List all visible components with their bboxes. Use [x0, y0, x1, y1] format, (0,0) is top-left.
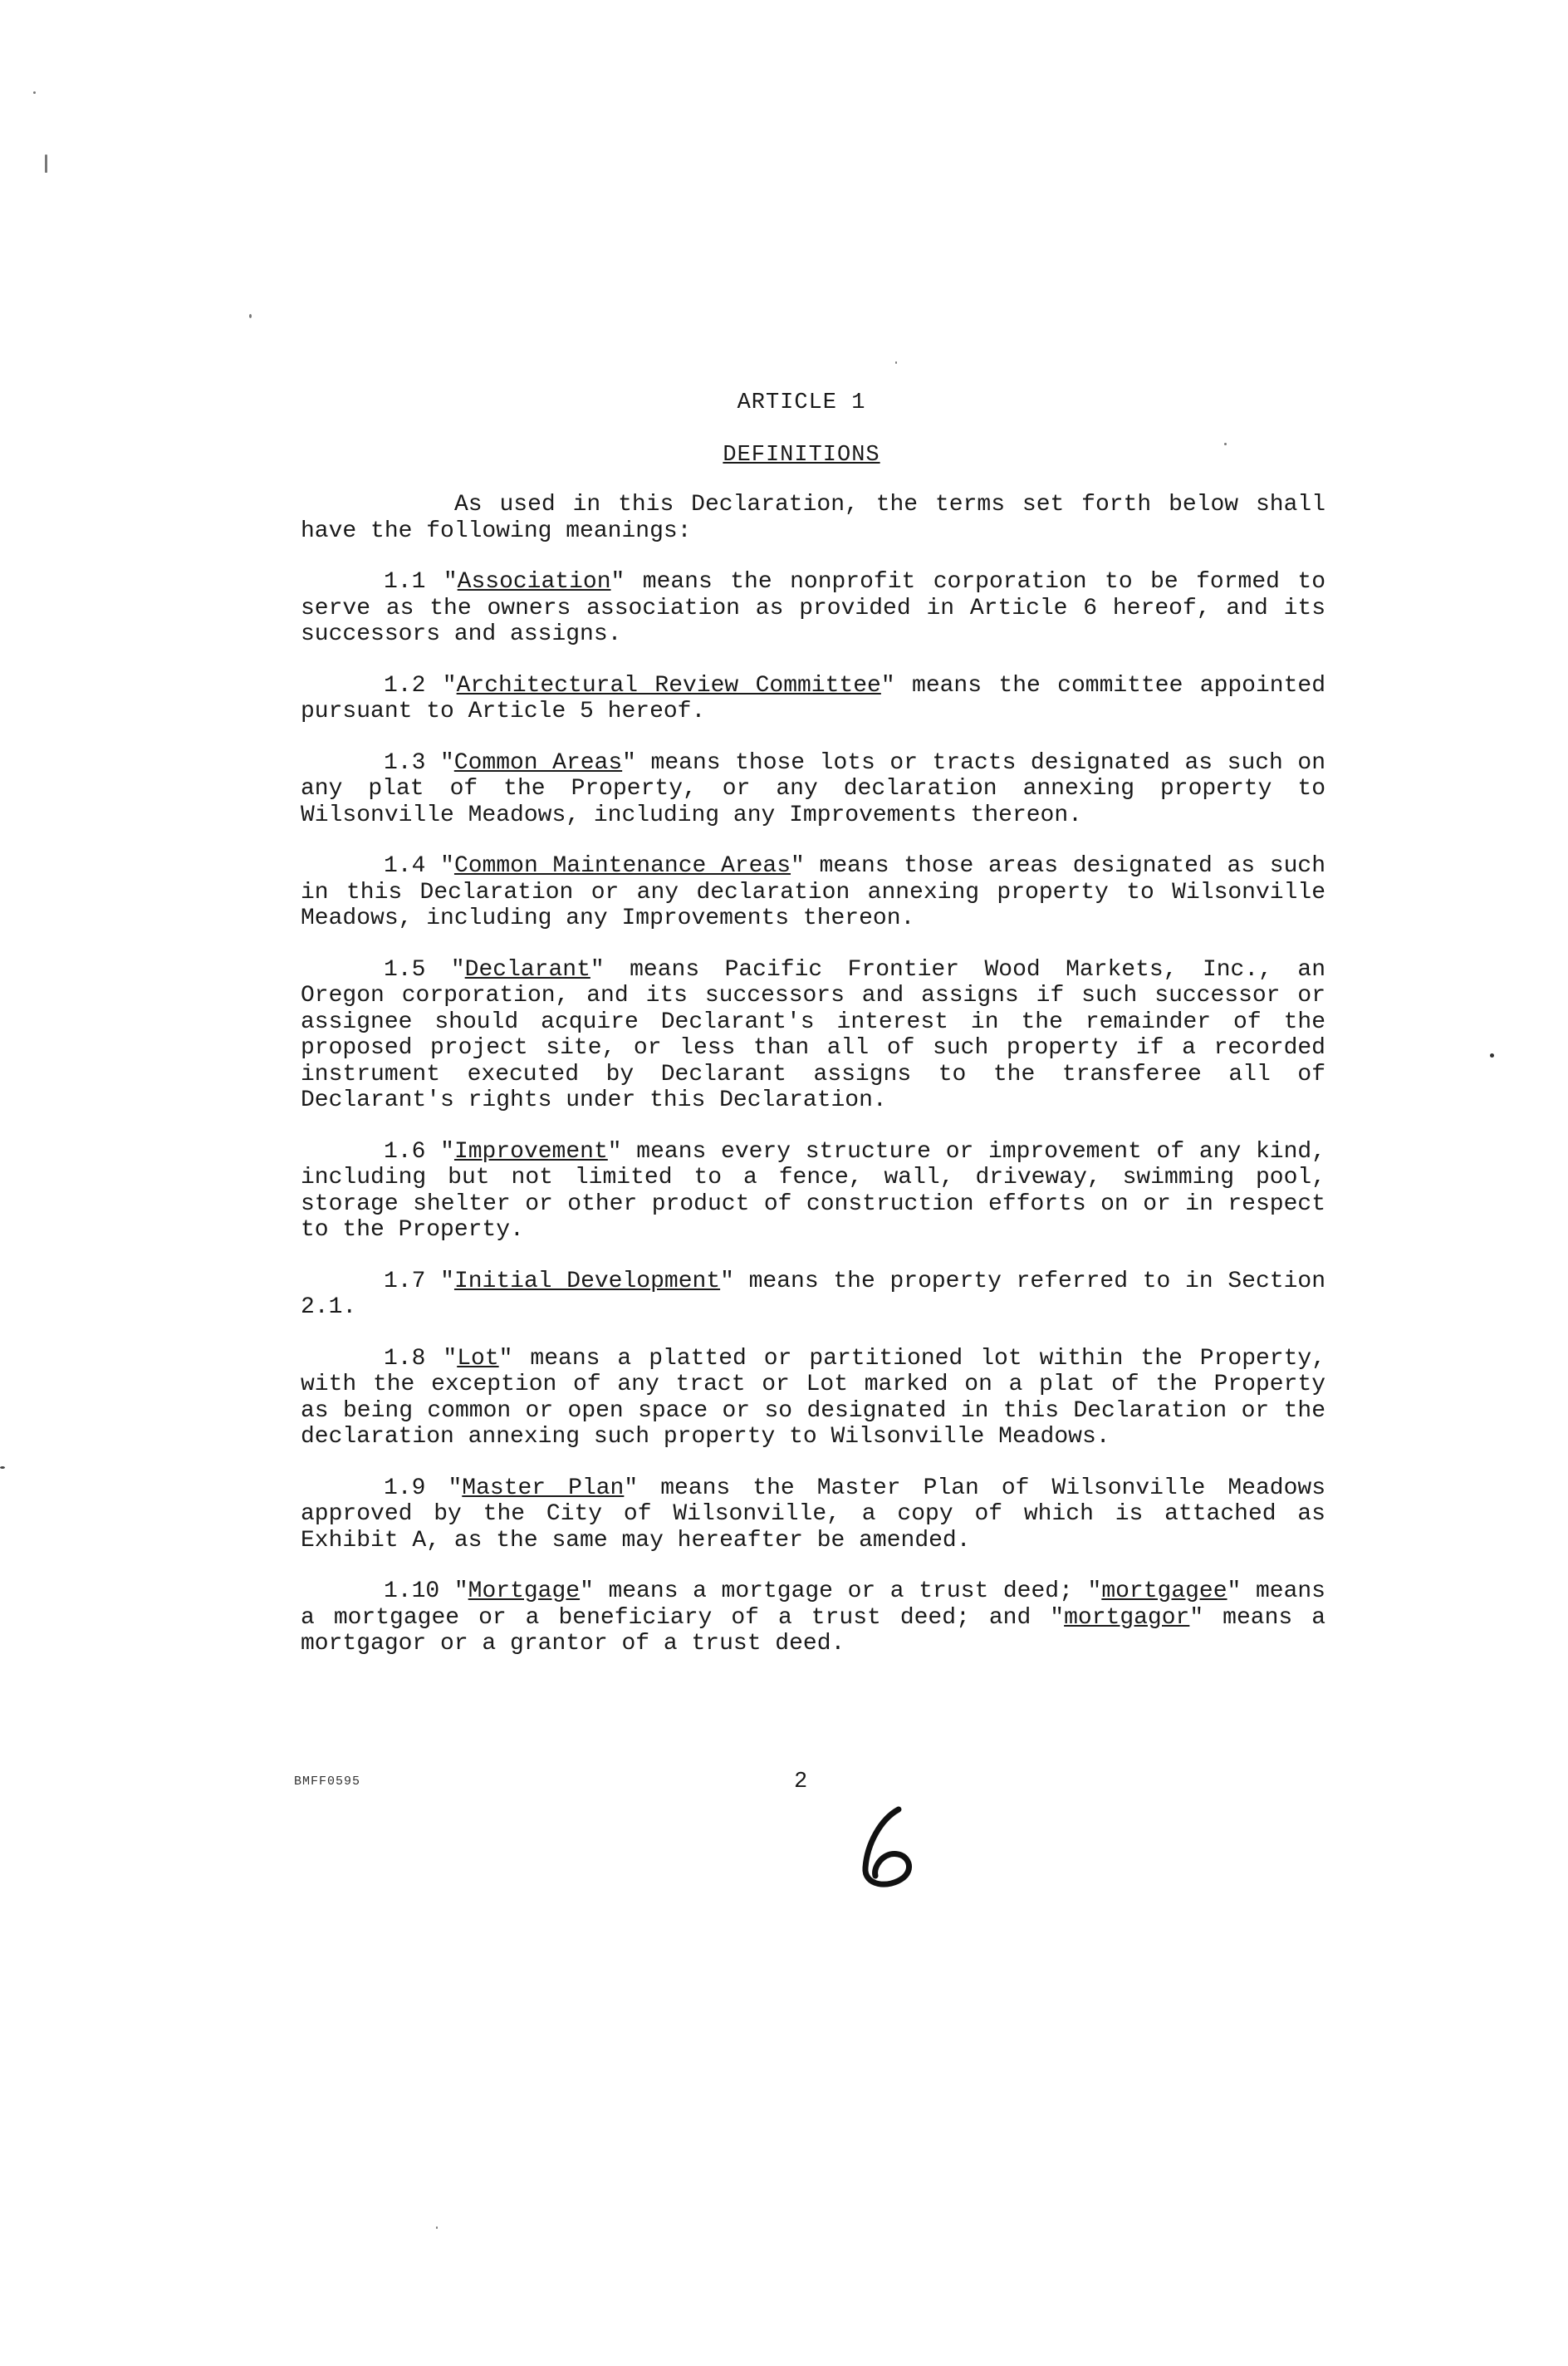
- definition-text: means the committee appointed pursuant to Article 5 hereof.: [301, 672, 1325, 724]
- defined-term: Lot: [457, 1345, 499, 1372]
- definition-paragraph: 1.2 "Architectural Review Committee" means the committee appointed pursuant to Article 5 hereof.: [301, 672, 1325, 724]
- defined-term: mortgagee: [1101, 1578, 1227, 1604]
- definition-text: means those lots or tracts designated as such on any plat of the Property, or any declaration annexing property to Wilsonville Meadows, including any Improvements thereon.: [301, 749, 1326, 828]
- definition-number: 1.10: [384, 1578, 440, 1604]
- definition-paragraph: 1.5 "Declarant" means Pacific Frontier Wood Markets, Inc., an Oregon corporation, and its successors and assigns if such successor or assignee should acquire Declarant's interest in the remainder of the proposed project site, or less than all of such property if a recorded instrument executed by Declarant assigns to the transferee all of Declarant's rights under this Declaration.: [301, 956, 1325, 1113]
- definition-text: means the property referred to in Section 2.1.: [301, 1268, 1325, 1320]
- definitions-body: [301, 492, 1325, 1682]
- defined-term: Mortgage: [468, 1578, 581, 1604]
- definition-text: means the nonprofit corporation to be formed to serve as the owners association as provided in Article 6 hereof, and its successors and assigns.: [301, 569, 1325, 647]
- definition-number: 1.8: [384, 1345, 426, 1372]
- definition-paragraph: 1.4 "Common Maintenance Areas" means those areas designated as such in this Declaration or any declaration annexing property to Wilsonville Meadows, including any Improvements thereon.: [301, 853, 1326, 931]
- definition-paragraph: 1.7 "Initial Development" means the property referred to in Section 2.1.: [301, 1268, 1325, 1320]
- defined-term: Initial Development: [453, 1268, 721, 1294]
- page-number: 2: [794, 1770, 808, 1794]
- definition-paragraph: 1.3 "Common Areas" means those lots or tracts designated as such on any plat of the Property, or any declaration annexing property to Wilsonville Meadows, including any Improvements thereon.: [301, 749, 1326, 828]
- definition-number: 1.4: [384, 853, 426, 879]
- definition-number: 1.6: [384, 1138, 426, 1165]
- document-code: BMFF0595: [294, 1774, 361, 1789]
- defined-term: Common Maintenance Areas: [453, 853, 791, 879]
- definition-text: means a platted or partitioned lot within the Property, with the exception of any tract or Lot marked on a plat of the Property as being common or open space or so designated in this Declaration or the declaration annexing such property to Wilsonville Meadows.: [301, 1345, 1326, 1450]
- definition-number: 1.1: [384, 569, 426, 595]
- definition-paragraph: 1.9 "Master Plan" means the Master Plan of Wilsonville Meadows approved by the City of Wilsonville, a copy of which is attached as Exhibit A, as the same may hereafter be amended.: [301, 1475, 1325, 1554]
- definition-number: 1.9: [384, 1475, 426, 1501]
- article-number: ARTICLE 1: [737, 390, 866, 415]
- definition-number: 1.2: [384, 672, 426, 699]
- definition-paragraph: 1.8 "Lot" means a platted or partitioned lot within the Property, with the exception of any tract or Lot marked on a plat of the Property as being common or open space or so designated in this Declaration or the declaration annexing such property to Wilsonville Meadows.: [301, 1345, 1326, 1450]
- definition-number: 1.3: [384, 749, 426, 776]
- intro-paragraph: As used in this Declaration, the terms set forth below shall have the following meanings:: [301, 492, 1325, 544]
- definition-text: means the Master Plan of Wilsonville Meadows approved by the City of Wilsonville, a copy of which is attached as Exhibit A, as the same may hereafter be amended.: [301, 1475, 1325, 1554]
- definitions-list: [301, 569, 1325, 1554]
- definition-text: means Pacific Frontier Wood Markets, Inc., an Oregon corporation, and its successors and assigns if such successor or assignee should acquire Declarant's interest in the remainder of the proposed project site, or less than all of such property if a recorded instrument executed by Declarant assigns to the transferee all of Declarant's rights under this Declaration.: [301, 956, 1325, 1113]
- defined-term: Improvement: [453, 1138, 608, 1165]
- definition-paragraph-1-10: 1.10 "Mortgage" means a mortgage or a trust deed; "mortgagee" means a mortgagee or a beneficiary of a trust deed; and "mortgagor" means a mortgagor or a grantor of a trust deed.: [301, 1578, 1326, 1657]
- defined-term: Common Areas: [453, 749, 623, 776]
- defined-term: mortgagor: [1064, 1604, 1190, 1631]
- definition-number: 1.5: [384, 956, 426, 983]
- definition-number: 1.7: [384, 1268, 426, 1294]
- article-title: DEFINITIONS: [723, 443, 880, 468]
- defined-term: Association: [457, 569, 611, 595]
- definition-paragraph: 1.1 "Association" means the nonprofit corporation to be formed to serve as the owners association as provided in Article 6 hereof, and its successors and assigns.: [301, 569, 1325, 647]
- defined-term: Architectural Review Committee: [456, 672, 881, 699]
- definition-text: means every structure or improvement of any kind, including but not limited to a fence, wall, driveway, swimming pool, storage shelter or other product of construction efforts on or in respect to the Property.: [301, 1138, 1325, 1243]
- defined-term: Declarant: [464, 956, 590, 983]
- defined-term: Master Plan: [462, 1475, 625, 1501]
- handwritten-page-mark: [855, 1803, 930, 1898]
- definition-paragraph: 1.6 "Improvement" means every structure or improvement of any kind, including but not limited to a fence, wall, driveway, swimming pool, storage shelter or other product of construction efforts on or in respect to the Property.: [301, 1138, 1325, 1243]
- definition-text: means those areas designated as such in this Declaration or any declaration annexing property to Wilsonville Meadows, including any Improvements thereon.: [301, 853, 1326, 931]
